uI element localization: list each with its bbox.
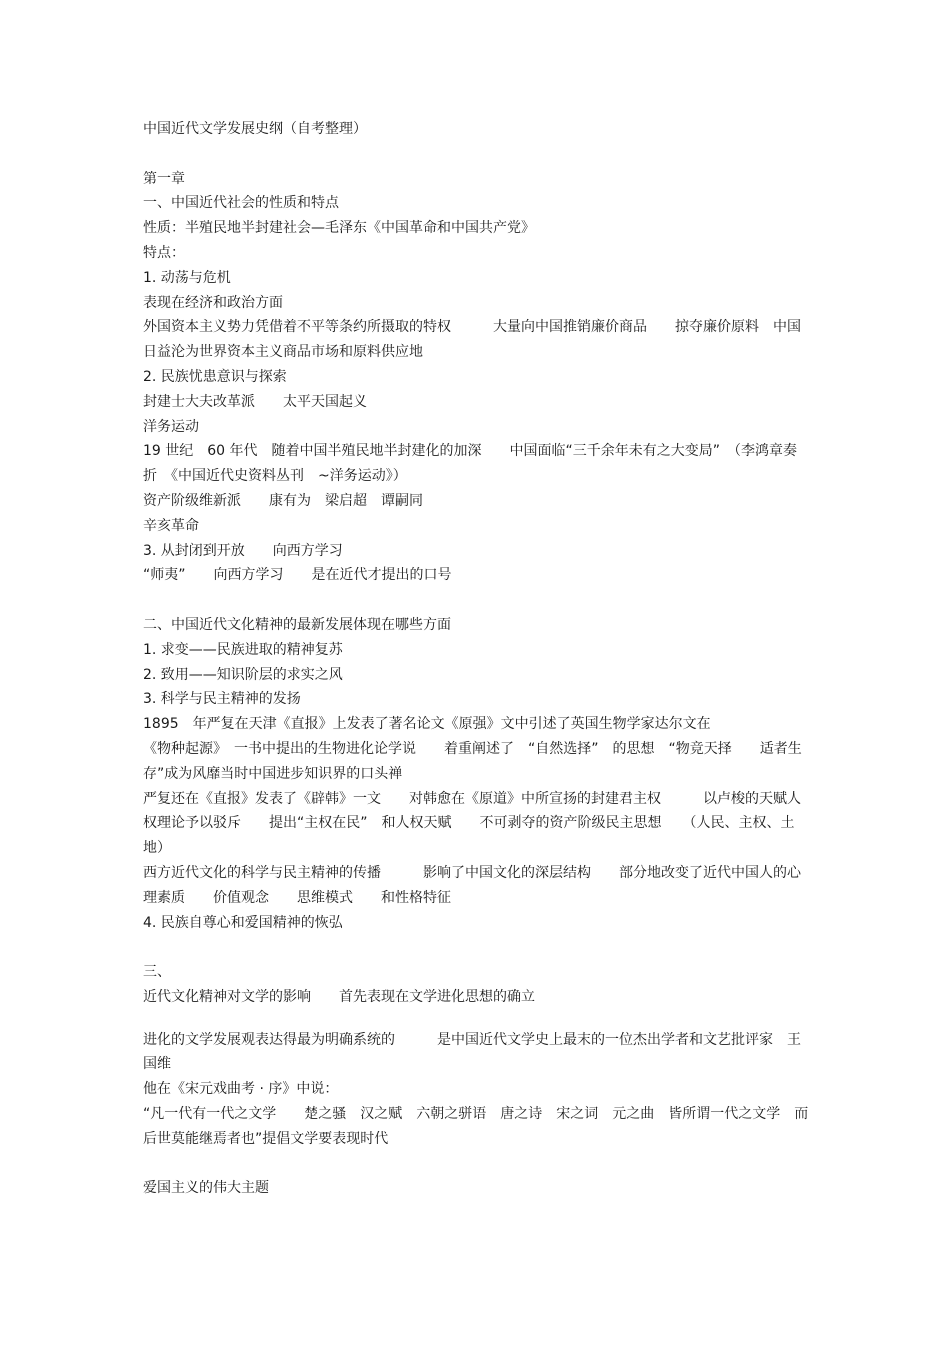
text-line: 表现在经济和政治方面 bbox=[143, 294, 283, 311]
text-line: 资产阶级维新派 康有为 梁启超 谭嗣同 bbox=[143, 492, 423, 509]
blank-line bbox=[143, 935, 811, 960]
text-paragraph: 外国资本主义势力凭借着不平等条约所摄取的特权 大量向中国推销廉价商品 掠夺廉价原料 中国日益沦为世界资本主义商品市场和原料供应地 bbox=[143, 319, 801, 361]
document-body bbox=[143, 117, 811, 1201]
text-paragraph: 19 世纪 60 年代 随着中国半殖民地半封建化的加深 中国面临“三千余年未有之大变局” （李鸿章奏折 《中国近代史资料丛刊 ~洋务运动》） bbox=[143, 443, 798, 485]
text-line: 他在《宋元戏曲考 · 序》中说： bbox=[143, 1081, 339, 1098]
list-item: 1. 求变——民族进取的精神复苏 bbox=[143, 641, 343, 658]
text-line: 爱国主义的伟大主题 bbox=[143, 1180, 269, 1197]
blank-line bbox=[143, 1152, 811, 1177]
text-line: 特点： bbox=[143, 244, 185, 261]
document-title: 中国近代文学发展史纲（自考整理） bbox=[143, 121, 367, 137]
text-line: 近代文化精神对文学的影响 首先表现在文学进化思想的确立 bbox=[143, 988, 535, 1005]
text-paragraph: 西方近代文化的科学与民主精神的传播 影响了中国文化的深层结构 部分地改变了近代中国人的心理素质 价值观念 思维模式 和性格特征 bbox=[143, 864, 801, 906]
text-line: 性质：半殖民地半封建社会—毛泽东《中国革命和中国共产党》 bbox=[143, 220, 535, 237]
chapter-heading: 第一章 bbox=[143, 170, 185, 187]
text-line: 1895 年严复在天津《直报》上发表了著名论文《原强》文中引述了英国生物学家达尔文在 bbox=[143, 716, 711, 733]
text-paragraph: 进化的文学发展观表达得最为明确系统的 是中国近代文学史上最末的一位杰出学者和文艺批评家 王国维 bbox=[143, 1031, 801, 1073]
text-paragraph: 《物种起源》 一书中提出的生物进化论学说 着重阐述了 “自然选择” 的思想 “物竞天择 适者生存”成为风靡当时中国进步知识界的口头禅 bbox=[143, 740, 802, 782]
text-paragraph: 严复还在《直报》发表了《辟韩》一文 对韩愈在《原道》中所宣扬的封建君主权 以卢梭的天赋人权理论予以驳斥 提出“主权在民” 和人权天赋 不可剥夺的资产阶级民主思想 （人民、主权、土地） bbox=[143, 790, 801, 857]
list-item: 4. 民族自尊心和爱国精神的恢弘 bbox=[143, 914, 343, 931]
blank-line bbox=[143, 588, 811, 613]
text-line: 洋务运动 bbox=[143, 418, 199, 435]
quote-paragraph: “凡一代有一代之文学 楚之骚 汉之赋 六朝之骈语 唐之诗 宋之词 元之曲 皆所谓一代之文学 而后世莫能继焉者也”提倡文学要表现时代 bbox=[143, 1106, 809, 1147]
section-heading: 二、中国近代文化精神的最新发展体现在哪些方面 bbox=[143, 616, 451, 633]
text-line: 封建士大夫改革派 太平天国起义 bbox=[143, 393, 367, 410]
blank-line bbox=[143, 142, 811, 167]
list-item: 1. 动荡与危机 bbox=[143, 269, 231, 286]
list-item: 3. 从封闭到开放 向西方学习 bbox=[143, 542, 343, 559]
text-line: 辛亥革命 bbox=[143, 517, 199, 534]
text-line: “师夷” 向西方学习 是在近代才提出的口号 bbox=[143, 567, 452, 584]
list-item: 2. 致用——知识阶层的求实之风 bbox=[143, 666, 343, 683]
list-item: 2. 民族忧患意识与探索 bbox=[143, 368, 287, 385]
list-item: 3. 科学与民主精神的发扬 bbox=[143, 691, 301, 708]
blank-line bbox=[143, 1010, 811, 1028]
section-heading: 三、 bbox=[143, 964, 171, 981]
section-heading: 一、中国近代社会的性质和特点 bbox=[143, 195, 339, 212]
